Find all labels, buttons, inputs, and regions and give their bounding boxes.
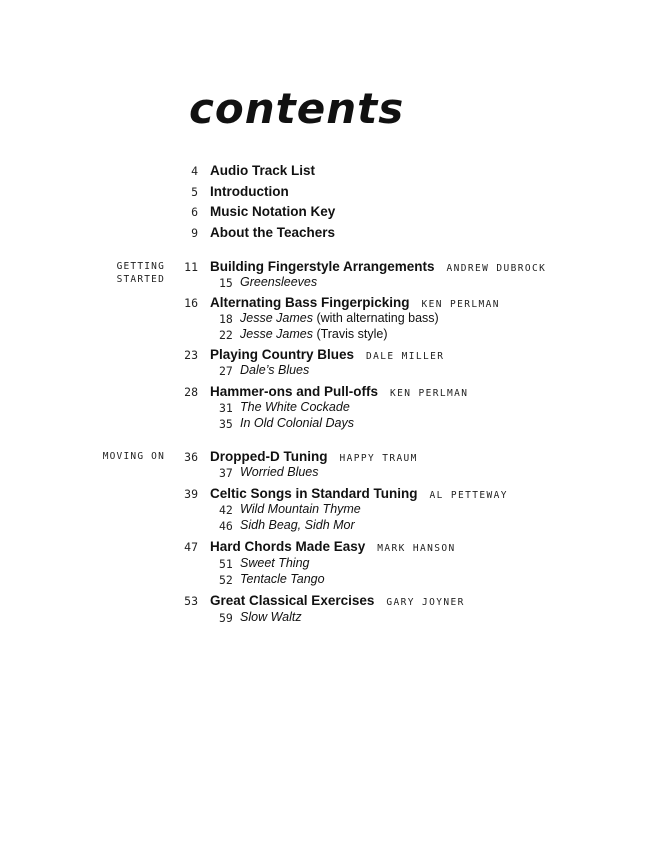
song-page: 52 xyxy=(219,573,233,587)
entry-title: Hammer-ons and Pull-offs xyxy=(210,384,379,399)
entry-title: Playing Country Blues xyxy=(210,347,355,362)
song-title: Jesse James xyxy=(240,311,313,325)
entry-author: AL PETTEWAY xyxy=(429,490,508,501)
song-title: Dale’s Blues xyxy=(240,363,310,377)
song-page: 27 xyxy=(219,364,233,378)
page-number: 23 xyxy=(184,348,198,362)
page-number: 5 xyxy=(191,185,198,199)
entry-author: KEN PERLMAN xyxy=(390,388,469,399)
song-title: Worried Blues xyxy=(240,465,319,479)
song-page: 46 xyxy=(219,519,233,533)
section-label-getting-started: GETTING STARTED xyxy=(116,261,165,285)
entry-author: ANDREW DUBROCK xyxy=(446,263,547,274)
entry-title: Dropped-D Tuning xyxy=(210,449,328,464)
page-number: 47 xyxy=(184,540,198,554)
song-page: 35 xyxy=(219,417,233,431)
page-number: 6 xyxy=(191,205,198,219)
song-note: (with alternating bass) xyxy=(316,311,439,325)
song-title: Greensleeves xyxy=(240,275,318,289)
song-title: In Old Colonial Days xyxy=(240,416,354,430)
song-title: Wild Mountain Thyme xyxy=(240,502,361,516)
entry-title: Celtic Songs in Standard Tuning xyxy=(210,486,418,501)
song-page: 51 xyxy=(219,557,233,571)
entry-title: About the Teachers xyxy=(210,225,336,240)
song-page: 15 xyxy=(219,276,233,290)
entry-author: GARY JOYNER xyxy=(386,597,465,608)
song-page: 37 xyxy=(219,466,233,480)
song-title: Slow Waltz xyxy=(240,610,302,624)
entry-title: Building Fingerstyle Arrangements xyxy=(210,259,435,274)
entry-title: Great Classical Exercises xyxy=(210,593,375,608)
entry-author: DALE MILLER xyxy=(366,351,445,362)
song-title: The White Cockade xyxy=(240,400,350,414)
entry-title: Audio Track List xyxy=(210,163,316,178)
song-page: 22 xyxy=(219,328,233,342)
page-number: 36 xyxy=(184,450,198,464)
page-number: 28 xyxy=(184,385,198,399)
song-page: 31 xyxy=(219,401,233,415)
song-page: 42 xyxy=(219,503,233,517)
entry-title: Music Notation Key xyxy=(210,204,336,219)
song-title: Tentacle Tango xyxy=(240,572,325,586)
song-note: (Travis style) xyxy=(316,327,388,341)
entry-author: MARK HANSON xyxy=(377,543,456,554)
song-title: Sidh Beag, Sidh Mor xyxy=(240,518,355,532)
entry-author: KEN PERLMAN xyxy=(421,299,500,310)
page-number: 39 xyxy=(184,487,198,501)
page-number: 53 xyxy=(184,594,198,608)
page-number: 11 xyxy=(184,260,198,274)
entry-author: HAPPY TRAUM xyxy=(339,453,418,464)
section-label-moving-on: MOVING ON xyxy=(102,451,165,462)
entry-title: Hard Chords Made Easy xyxy=(210,539,366,554)
page-number: 4 xyxy=(191,164,198,178)
page-number: 16 xyxy=(184,296,198,310)
entry-title: Introduction xyxy=(210,184,289,199)
song-title: Jesse James xyxy=(240,327,313,341)
page-number: 9 xyxy=(191,226,198,240)
song-page: 18 xyxy=(219,312,233,326)
page-title: contents xyxy=(189,84,405,133)
song-page: 59 xyxy=(219,611,233,625)
song-title: Sweet Thing xyxy=(240,556,310,570)
entry-title: Alternating Bass Fingerpicking xyxy=(210,295,410,310)
